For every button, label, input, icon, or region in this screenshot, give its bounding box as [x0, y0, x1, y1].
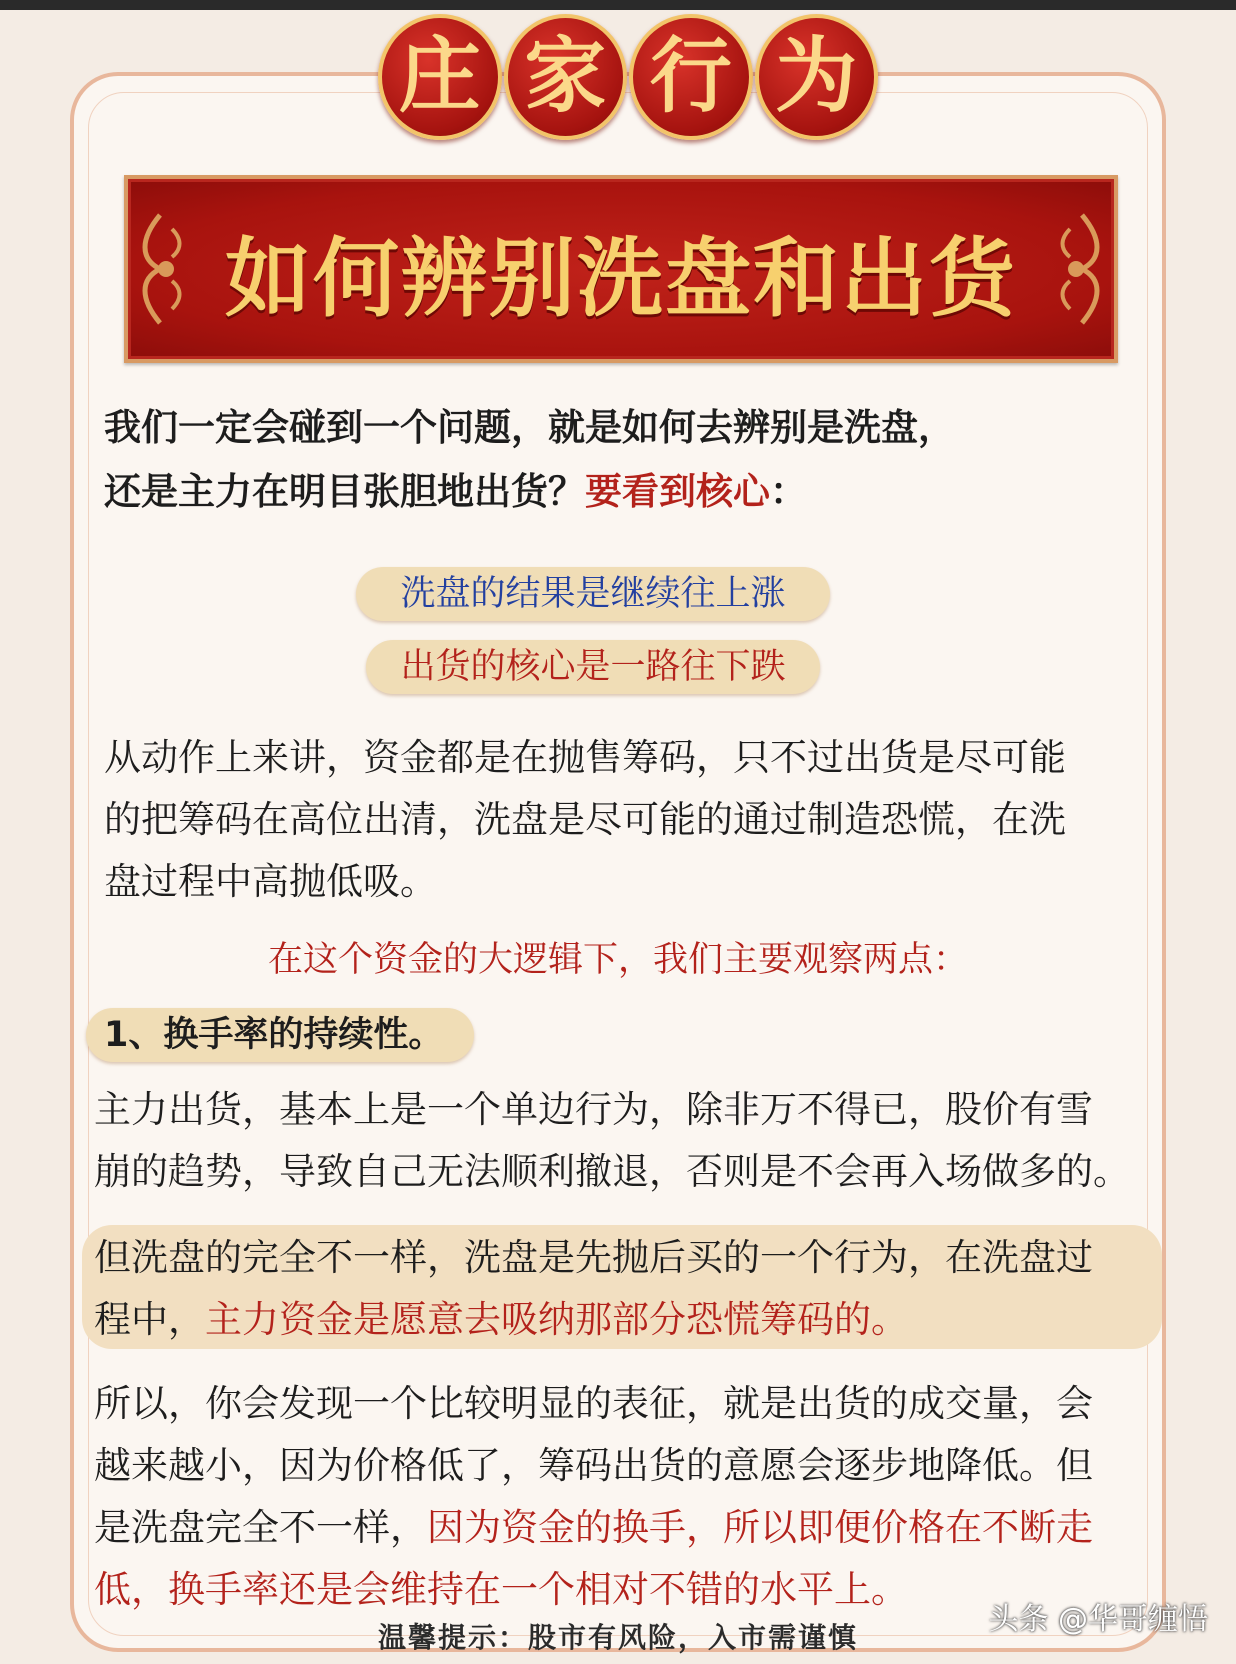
- watermark: 头条 @华哥缠悟: [988, 1602, 1208, 1637]
- title-char-4: 为: [755, 14, 879, 140]
- ship-pill: 出货的核心是一路往下跌: [366, 640, 820, 694]
- para2-line-1: 主力出货，基本上是一个单边行为，除非万不得已，股价有雪: [94, 1088, 1093, 1131]
- intro-line-1: 我们一定会碰到一个问题，就是如何去辨别是洗盘，: [104, 406, 955, 449]
- para4-line-4: 低，换手率还是会维持在一个相对不错的水平上。: [94, 1568, 908, 1611]
- para1-line-1: 从动作上来讲，资金都是在抛售筹码，只不过出货是尽可能: [104, 736, 1066, 779]
- para1-line-2: 的把筹码在高位出清，洗盘是尽可能的通过制造恐慌，在洗: [104, 798, 1066, 841]
- para2-line-2: 崩的趋势，导致自己无法顺利撤退，否则是不会再入场做多的。: [94, 1150, 1130, 1193]
- title-char-2: 家: [504, 14, 628, 140]
- title-char-3: 行: [629, 14, 753, 140]
- intro-colon: ：: [770, 470, 807, 513]
- ornament-right-icon: [1054, 209, 1110, 329]
- title-banner: [124, 175, 1118, 363]
- para3-line-1: 但洗盘的完全不一样，洗盘是先抛后买的一个行为，在洗盘过: [94, 1236, 1093, 1279]
- para4-plain: 是洗盘完全不一样，: [94, 1506, 427, 1549]
- top-bar: [0, 0, 1236, 10]
- para4-line-3: [94, 1496, 1093, 1560]
- intro-line-2: [104, 460, 807, 524]
- para3-red: 主力资金是愿意去吸纳那部分恐慌筹码的。: [205, 1298, 908, 1341]
- intro-plain: 还是主力在明目张胆地出货？: [104, 470, 585, 513]
- para4-line-2: 越来越小，因为价格低了，筹码出货的意愿会逐步地降低。但: [94, 1444, 1093, 1487]
- para3-line-2: [94, 1288, 908, 1352]
- title-circles: [378, 14, 878, 140]
- intro-core: 要看到核心: [585, 470, 770, 513]
- banner-title: 如何辨别洗盘和出货: [225, 229, 1017, 329]
- para4-red-1: 因为资金的换手，所以即便价格在不断走: [427, 1506, 1093, 1549]
- para4-line-1: 所以，你会发现一个比较明显的表征，就是出货的成交量，会: [94, 1382, 1093, 1425]
- footer-disclaimer: 温馨提示：股市有风险，入市需谨慎: [377, 1621, 858, 1654]
- title-char-1: 庄: [378, 14, 502, 140]
- para3-plain: 程中，: [94, 1298, 205, 1341]
- wash-pill: 洗盘的结果是继续往上涨: [356, 567, 830, 621]
- point-1-heading: 1、换手率的持续性。: [86, 1008, 474, 1062]
- logic-line: 在这个资金的大逻辑下，我们主要观察两点：: [267, 940, 968, 980]
- para1-line-3: 盘过程中高抛低吸。: [104, 860, 437, 903]
